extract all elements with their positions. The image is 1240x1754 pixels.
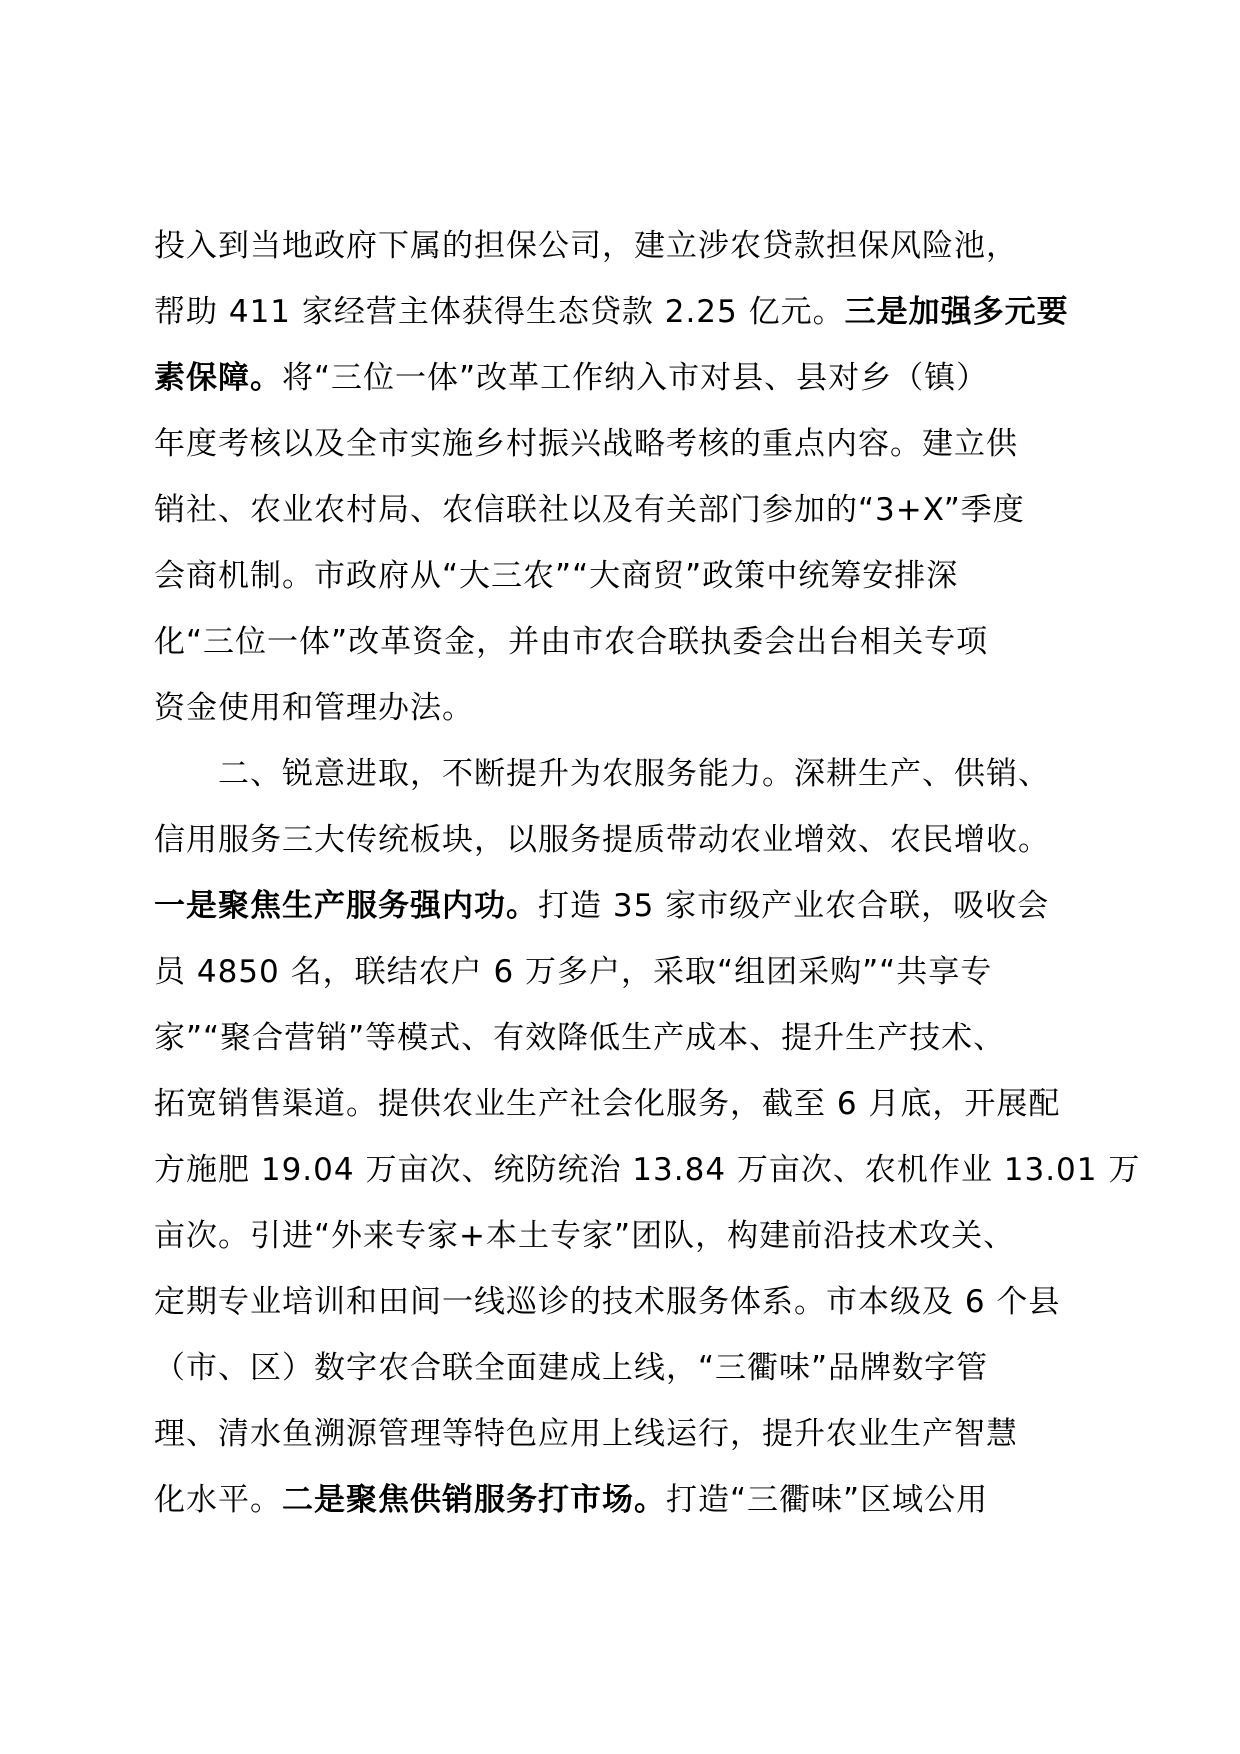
- bold-heading-text: 一是聚焦生产服务强内功。: [154, 888, 538, 924]
- body-text: 会商机制。市政府从“大三农”“大商贸”政策中统筹安排深: [154, 558, 959, 594]
- text-line: [154, 1005, 1094, 1071]
- text-line: [154, 1335, 1094, 1401]
- text-line: [154, 345, 1094, 411]
- body-text: 资金使用和管理办法。: [154, 690, 474, 726]
- text-line: [154, 741, 1094, 807]
- text-line: [154, 1467, 1094, 1533]
- bold-heading-text: 三是加强多元要: [844, 294, 1069, 330]
- document-body: [154, 213, 1141, 1533]
- text-line: [154, 411, 1094, 477]
- text-line: [154, 939, 1094, 1005]
- text-line: [154, 675, 1094, 741]
- text-line: [154, 1269, 1094, 1335]
- text-line: [154, 543, 1094, 609]
- body-text: 定期专业培训和田间一线巡诊的技术服务体系。市本级及 6 个县: [154, 1284, 1061, 1320]
- body-text: 打造“三衢味”区域公用: [666, 1482, 989, 1518]
- body-text: （市、区）数字农合联全面建成上线，“三衢味”品牌数字管: [154, 1350, 989, 1386]
- body-text: 帮助 411 家经营主体获得生态贷款 2.25 亿元。: [154, 294, 845, 330]
- text-line: [154, 279, 1094, 345]
- text-line: [154, 1071, 1094, 1137]
- body-text: 拓宽销售渠道。提供农业生产社会化服务，截至 6 月底，开展配: [154, 1086, 1061, 1122]
- text-line: [154, 609, 1094, 675]
- body-text: 年度考核以及全市实施乡村振兴战略考核的重点内容。建立供: [154, 426, 1018, 462]
- body-text: 化水平。: [154, 1482, 282, 1518]
- body-text: 亩次。引进“外来专家+本土专家”团队，构建前沿技术攻关、: [154, 1218, 1016, 1254]
- text-line: [154, 807, 1094, 873]
- body-text: 打造 35 家市级产业农合联，吸收会: [538, 888, 1050, 924]
- body-text: 员 4850 名，联结农户 6 万多户，采取“组团采购”“共享专: [154, 954, 993, 990]
- body-text: 销社、农业农村局、农信联社以及有关部门参加的“3+X”季度: [154, 492, 1025, 528]
- text-line: [154, 1203, 1094, 1269]
- body-text: 理、清水鱼溯源管理等特色应用上线运行，提升农业生产智慧: [154, 1416, 1018, 1452]
- body-text: 家”“聚合营销”等模式、有效降低生产成本、提升生产技术、: [154, 1020, 1006, 1056]
- body-text: 二、锐意进取，不断提升为农服务能力。深耕生产、供销、: [154, 756, 1050, 792]
- body-text: 信用服务三大传统板块，以服务提质带动农业增效、农民增收。: [154, 822, 1050, 858]
- body-text: 方施肥 19.04 万亩次、统防统治 13.84 万亩次、农机作业 13.01 万: [154, 1152, 1141, 1188]
- text-line: [154, 1401, 1094, 1467]
- text-line: [154, 477, 1094, 543]
- body-text: 投入到当地政府下属的担保公司，建立涉农贷款担保风险池，: [154, 228, 1018, 264]
- text-line: [154, 213, 1094, 279]
- body-text: 化“三位一体”改革资金，并由市农合联执委会出台相关专项: [154, 624, 989, 660]
- bold-heading-text: 素保障。: [154, 360, 282, 396]
- text-line: [154, 1137, 1141, 1203]
- bold-heading-text: 二是聚焦供销服务打市场。: [282, 1482, 666, 1518]
- text-line: [154, 873, 1094, 939]
- body-text: 将“三位一体”改革工作纳入市对县、县对乡（镇）: [282, 360, 989, 396]
